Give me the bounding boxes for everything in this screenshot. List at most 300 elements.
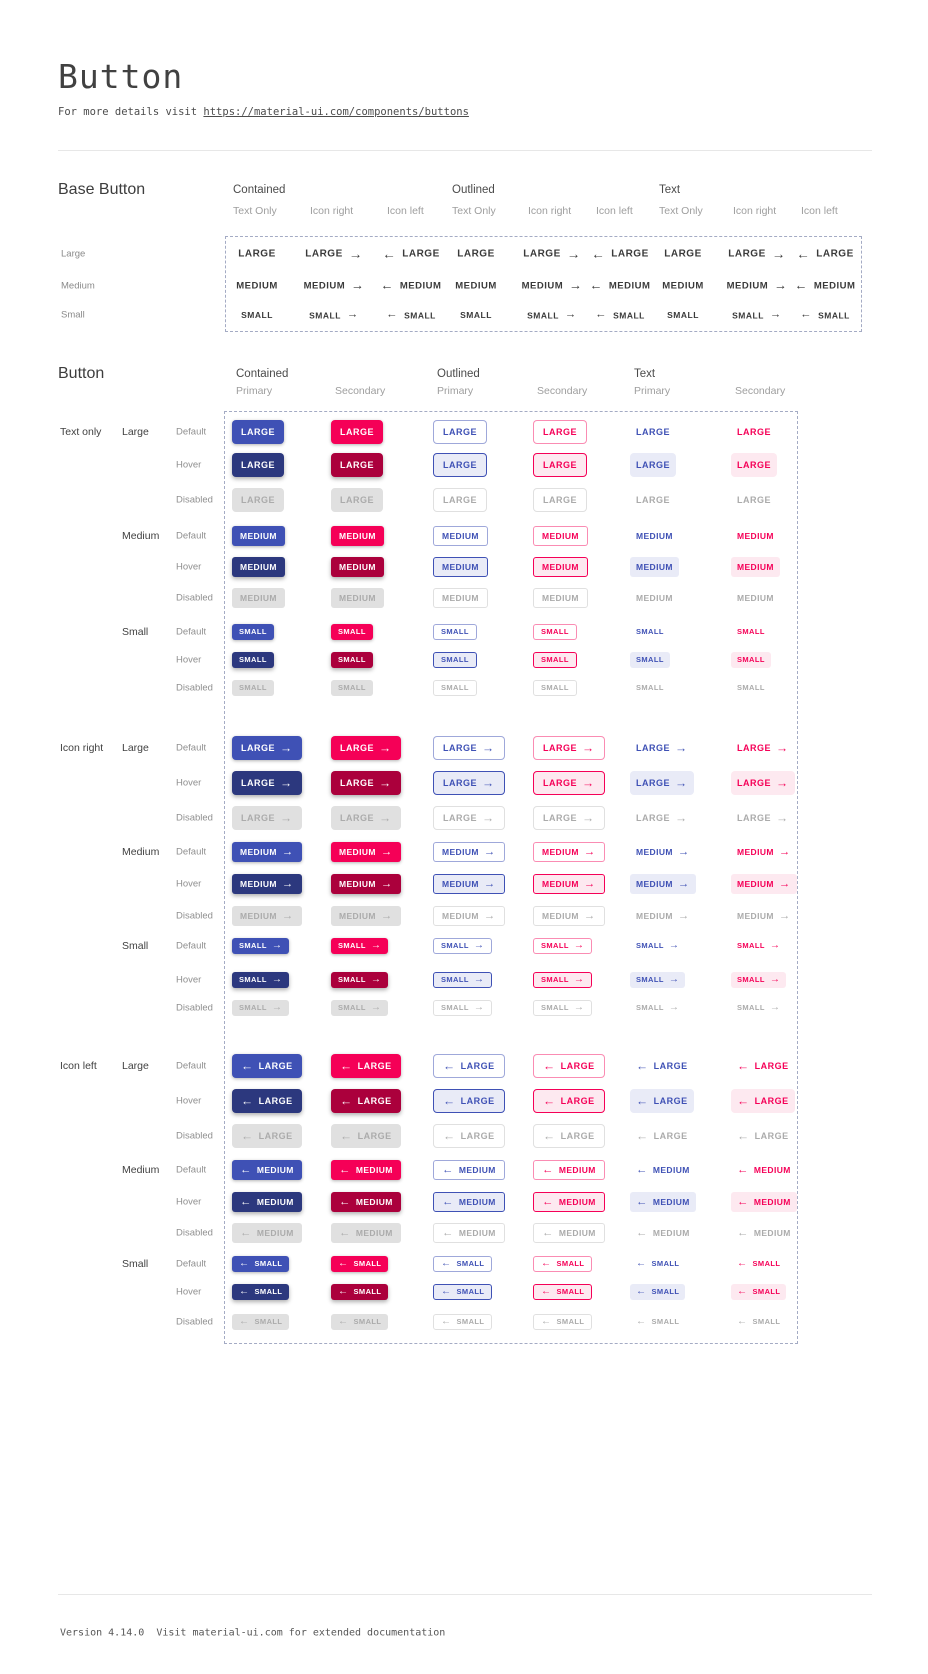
button-text-primary-text-only-large-default[interactable]: [630, 420, 676, 444]
button-contained-secondary-icon-right-small-hover[interactable]: [331, 972, 388, 988]
button-label: LARGE: [754, 1060, 789, 1071]
base-button-outlined-icon-left-large[interactable]: [591, 247, 649, 261]
button-text-primary-icon-left-small-default[interactable]: [630, 1256, 685, 1272]
button-outlined-primary-icon-left-small-disabled[interactable]: [433, 1314, 492, 1330]
button-label: SMALL: [737, 975, 765, 985]
button-outlined-secondary-text-only-large-default[interactable]: [533, 420, 587, 444]
button-label: MEDIUM: [753, 1196, 791, 1207]
button-text-secondary-text-only-large-default[interactable]: [731, 420, 777, 444]
button-label: MEDIUM: [339, 910, 376, 921]
button-outlined-primary-icon-right-small-default[interactable]: [433, 938, 492, 954]
button-outlined-primary-icon-right-small-hover[interactable]: [433, 972, 492, 988]
button-label: SMALL: [353, 1287, 382, 1297]
button-label: LARGE: [258, 1095, 293, 1106]
arrow-right-icon: →: [483, 877, 496, 890]
button-label: SMALL: [737, 683, 765, 693]
arrow-left-icon: ←: [386, 308, 399, 321]
button-text-secondary-icon-left-medium-disabled[interactable]: [731, 1223, 797, 1243]
row-state-label-text-only-small-hover: Hover: [176, 654, 202, 666]
button-outlined-secondary-icon-right-large-default[interactable]: [533, 736, 605, 760]
button-outlined-secondary-icon-right-small-disabled[interactable]: [533, 1000, 592, 1016]
base-button-text-text-only-small[interactable]: [667, 310, 699, 320]
button-outlined-secondary-text-only-medium-hover[interactable]: [533, 557, 588, 577]
base-button-text-text-only-medium[interactable]: [662, 281, 704, 292]
button-text-primary-icon-right-medium-hover[interactable]: [630, 874, 696, 894]
arrow-right-icon: →: [346, 308, 359, 321]
base-button-contained-text-only-large[interactable]: [238, 249, 276, 260]
button-contained-primary-text-only-large-disabled[interactable]: [232, 488, 284, 512]
button-label: LARGE: [241, 426, 275, 437]
arrow-left-icon: ←: [441, 1258, 452, 1270]
button-label: LARGE: [636, 812, 670, 823]
base-button-text-icon-left-medium[interactable]: [794, 277, 856, 293]
arrow-left-icon: ←: [541, 1286, 552, 1298]
button-label: SMALL: [456, 1287, 485, 1297]
base-button-text-icon-left-small[interactable]: [800, 309, 850, 320]
row-state-label-icon-right-medium-disabled: Disabled: [176, 910, 213, 922]
button-contained-secondary-icon-left-medium-hover[interactable]: [331, 1192, 401, 1212]
button-outlined-secondary-icon-left-small-default[interactable]: [533, 1256, 592, 1272]
button-contained-secondary-text-only-small-hover[interactable]: [331, 652, 373, 668]
button-contained-secondary-icon-left-medium-default[interactable]: [331, 1160, 401, 1180]
arrow-right-icon: →: [677, 909, 690, 922]
button-contained-primary-icon-left-large-hover[interactable]: [232, 1089, 302, 1113]
button-outlined-primary-text-only-medium-hover[interactable]: [433, 557, 488, 577]
button-outlined-secondary-text-only-medium-disabled[interactable]: [533, 588, 588, 608]
arrow-left-icon: ←: [591, 246, 606, 262]
arrow-left-icon: ←: [443, 1093, 456, 1108]
button-text-primary-icon-left-large-disabled[interactable]: [630, 1124, 694, 1148]
button-outlined-primary-icon-left-large-hover[interactable]: [433, 1089, 505, 1113]
button-label: SMALL: [338, 975, 366, 985]
arrow-left-icon: ←: [542, 1226, 554, 1239]
button-outlined-primary-text-only-small-default[interactable]: [433, 624, 477, 640]
button-contained-secondary-icon-right-medium-hover[interactable]: [331, 874, 401, 894]
button-label: MEDIUM: [455, 280, 497, 292]
row-state-label-text-only-medium-hover: Hover: [176, 561, 202, 573]
button-label: SMALL: [404, 310, 436, 320]
button-outlined-secondary-text-only-medium-default[interactable]: [533, 526, 588, 546]
button-outlined-primary-icon-left-small-hover[interactable]: [433, 1284, 492, 1300]
button-label: MEDIUM: [236, 280, 278, 292]
button-label: MEDIUM: [339, 561, 376, 572]
button-text-secondary-icon-right-large-hover[interactable]: [731, 771, 795, 795]
button-label: LARGE: [653, 1130, 688, 1141]
button-outlined-primary-icon-left-medium-disabled[interactable]: [433, 1223, 505, 1243]
button-label: MEDIUM: [355, 1227, 393, 1238]
button-contained-secondary-icon-left-small-hover[interactable]: [331, 1284, 388, 1300]
button-outlined-secondary-icon-right-medium-disabled[interactable]: [533, 906, 605, 926]
base-button-text-icon-right-small[interactable]: [732, 309, 782, 320]
base-button-text-icon-right-large[interactable]: [728, 247, 786, 261]
row-group-label-icon-left: Icon left: [60, 1060, 97, 1072]
button-contained-primary-icon-right-small-disabled[interactable]: [232, 1000, 289, 1016]
button-outlined-primary-icon-right-large-default[interactable]: [433, 736, 505, 760]
button-outlined-primary-icon-right-medium-default[interactable]: [433, 842, 505, 862]
button-outlined-secondary-icon-left-medium-hover[interactable]: [533, 1192, 605, 1212]
button-outlined-primary-icon-right-large-hover[interactable]: [433, 771, 505, 795]
button-contained-secondary-icon-right-large-hover[interactable]: [331, 771, 401, 795]
button-text-primary-text-only-small-disabled[interactable]: [630, 680, 670, 696]
button-outlined-primary-icon-right-medium-disabled[interactable]: [433, 906, 505, 926]
arrow-right-icon: →: [271, 1002, 283, 1014]
button-label: SMALL: [254, 1317, 283, 1327]
button-text-primary-icon-left-medium-disabled[interactable]: [630, 1223, 696, 1243]
button-outlined-secondary-text-only-large-hover[interactable]: [533, 453, 587, 477]
button-label: LARGE: [241, 812, 275, 823]
button-outlined-primary-icon-right-medium-hover[interactable]: [433, 874, 505, 894]
header-divider: [58, 150, 872, 151]
button-outlined-primary-icon-left-large-default[interactable]: [433, 1054, 505, 1078]
button-text-primary-icon-right-large-hover[interactable]: [630, 771, 694, 795]
arrow-right-icon: →: [569, 277, 583, 293]
button-text-secondary-text-only-medium-hover[interactable]: [731, 557, 780, 577]
column-group-header-outlined-variants: Outlined: [437, 368, 480, 380]
button-text-primary-icon-right-medium-disabled[interactable]: [630, 906, 696, 926]
button-contained-primary-icon-left-medium-disabled[interactable]: [232, 1223, 302, 1243]
arrow-right-icon: →: [668, 1002, 680, 1014]
arrow-left-icon: ←: [442, 1195, 454, 1208]
arrow-left-icon: ←: [241, 1093, 254, 1108]
button-text-primary-icon-right-large-disabled[interactable]: [630, 806, 694, 830]
button-text-primary-text-only-medium-disabled[interactable]: [630, 588, 679, 608]
docs-link[interactable]: https://material-ui.com/components/buttons: [203, 106, 469, 118]
button-label: LARGE: [241, 494, 275, 505]
button-text-secondary-icon-right-large-disabled[interactable]: [731, 806, 795, 830]
button-contained-primary-text-only-small-hover[interactable]: [232, 652, 274, 668]
button-text-secondary-icon-left-small-disabled[interactable]: [731, 1314, 786, 1330]
button-contained-primary-icon-left-small-hover[interactable]: [232, 1284, 289, 1300]
arrow-right-icon: →: [483, 909, 496, 922]
button-text-primary-icon-right-large-default[interactable]: [630, 736, 694, 760]
button-contained-secondary-icon-left-medium-disabled[interactable]: [331, 1223, 401, 1243]
row-state-label-icon-left-small-default: Default: [176, 1258, 207, 1270]
button-contained-primary-icon-left-large-disabled[interactable]: [232, 1124, 302, 1148]
button-text-primary-icon-left-medium-hover[interactable]: [630, 1192, 696, 1212]
arrow-right-icon: →: [564, 308, 577, 321]
button-contained-primary-icon-right-large-disabled[interactable]: [232, 806, 302, 830]
button-outlined-primary-text-only-medium-default[interactable]: [433, 526, 488, 546]
button-label: LARGE: [402, 248, 440, 260]
button-label: MEDIUM: [442, 846, 479, 857]
button-text-secondary-text-only-large-hover[interactable]: [731, 453, 777, 477]
button-contained-secondary-icon-right-small-disabled[interactable]: [331, 1000, 388, 1016]
base-button-contained-icon-right-medium[interactable]: [303, 277, 365, 293]
button-contained-primary-icon-right-medium-hover[interactable]: [232, 874, 302, 894]
button-text-primary-icon-left-large-default[interactable]: [630, 1054, 694, 1078]
button-contained-primary-icon-right-large-default[interactable]: [232, 736, 302, 760]
button-contained-primary-icon-left-large-default[interactable]: [232, 1054, 302, 1078]
button-contained-secondary-icon-left-small-default[interactable]: [331, 1256, 388, 1272]
button-contained-primary-icon-right-medium-default[interactable]: [232, 842, 302, 862]
button-outlined-secondary-icon-right-large-disabled[interactable]: [533, 806, 605, 830]
button-contained-primary-icon-right-medium-disabled[interactable]: [232, 906, 302, 926]
button-text-secondary-icon-right-small-default[interactable]: [731, 938, 786, 954]
button-text-secondary-icon-left-small-default[interactable]: [731, 1256, 786, 1272]
base-button-outlined-icon-left-small[interactable]: [595, 309, 645, 320]
button-text-secondary-icon-right-medium-hover[interactable]: [731, 874, 797, 894]
base-button-contained-icon-left-medium[interactable]: [380, 277, 442, 293]
button-text-primary-text-only-medium-hover[interactable]: [630, 557, 679, 577]
base-button-contained-icon-right-small[interactable]: [309, 309, 359, 320]
button-label: LARGE: [443, 777, 477, 788]
button-label: SMALL: [636, 1003, 664, 1013]
button-label: MEDIUM: [636, 878, 673, 889]
button-outlined-secondary-icon-right-small-default[interactable]: [533, 938, 592, 954]
button-section-frame: [224, 411, 798, 1344]
button-text-secondary-icon-left-medium-default[interactable]: [731, 1160, 797, 1180]
button-outlined-secondary-icon-right-medium-default[interactable]: [533, 842, 605, 862]
button-text-primary-icon-left-large-hover[interactable]: [630, 1089, 694, 1113]
button-text-secondary-icon-right-small-disabled[interactable]: [731, 1000, 786, 1016]
button-label: LARGE: [523, 248, 561, 260]
button-text-secondary-icon-right-large-default[interactable]: [731, 736, 795, 760]
base-button-text-icon-left-large[interactable]: [796, 247, 854, 261]
base-section-heading: Base Button: [58, 181, 146, 198]
button-contained-primary-text-only-large-hover[interactable]: [232, 453, 284, 477]
subtitle-text: For more details visit: [58, 106, 204, 118]
button-label: LARGE: [241, 459, 275, 470]
button-contained-secondary-text-only-large-hover[interactable]: [331, 453, 383, 477]
base-button-outlined-text-only-small[interactable]: [460, 310, 492, 320]
row-state-label-icon-right-large-hover: Hover: [176, 777, 202, 789]
button-text-primary-text-only-small-hover[interactable]: [630, 652, 670, 668]
button-text-secondary-icon-right-small-hover[interactable]: [731, 972, 786, 988]
button-label: LARGE: [305, 248, 343, 260]
button-contained-secondary-text-only-large-disabled[interactable]: [331, 488, 383, 512]
base-button-contained-text-only-small[interactable]: [241, 310, 273, 320]
base-button-outlined-icon-left-medium[interactable]: [589, 277, 651, 293]
button-outlined-primary-text-only-small-hover[interactable]: [433, 652, 477, 668]
button-label: SMALL: [541, 1003, 569, 1013]
button-contained-secondary-icon-left-large-default[interactable]: [331, 1054, 401, 1078]
button-text-secondary-icon-left-medium-hover[interactable]: [731, 1192, 797, 1212]
button-text-primary-icon-right-small-disabled[interactable]: [630, 1000, 685, 1016]
button-label: LARGE: [543, 494, 577, 505]
button-text-secondary-icon-right-medium-default[interactable]: [731, 842, 797, 862]
button-label: SMALL: [651, 1259, 680, 1269]
button-contained-secondary-icon-left-small-disabled[interactable]: [331, 1314, 388, 1330]
button-label: LARGE: [543, 459, 577, 470]
button-label: LARGE: [737, 777, 771, 788]
button-outlined-secondary-icon-left-small-disabled[interactable]: [533, 1314, 592, 1330]
button-text-primary-text-only-large-hover[interactable]: [630, 453, 676, 477]
button-label: MEDIUM: [652, 1164, 690, 1175]
button-contained-primary-icon-right-small-default[interactable]: [232, 938, 289, 954]
base-button-outlined-icon-right-large[interactable]: [523, 247, 581, 261]
button-outlined-secondary-icon-left-large-default[interactable]: [533, 1054, 605, 1078]
button-label: MEDIUM: [240, 910, 277, 921]
column-sub-header-secondary-3: Secondary: [537, 385, 588, 397]
button-contained-primary-icon-left-small-default[interactable]: [232, 1256, 289, 1272]
button-label: MEDIUM: [737, 592, 774, 603]
button-contained-secondary-text-only-medium-disabled[interactable]: [331, 588, 384, 608]
button-text-primary-icon-right-small-hover[interactable]: [630, 972, 685, 988]
arrow-right-icon: →: [675, 740, 688, 755]
arrow-left-icon: ←: [241, 1128, 254, 1143]
base-button-outlined-text-only-large[interactable]: [457, 249, 495, 260]
base-button-text-icon-right-medium[interactable]: [726, 277, 788, 293]
button-text-secondary-icon-left-large-disabled[interactable]: [731, 1124, 795, 1148]
button-contained-secondary-text-only-medium-hover[interactable]: [331, 557, 384, 577]
button-label: SMALL: [338, 941, 366, 951]
button-text-secondary-icon-right-medium-disabled[interactable]: [731, 906, 797, 926]
button-label: SMALL: [353, 1259, 382, 1269]
button-label: LARGE: [737, 812, 771, 823]
button-outlined-secondary-icon-left-medium-disabled[interactable]: [533, 1223, 605, 1243]
button-contained-secondary-text-only-small-disabled[interactable]: [331, 680, 373, 696]
button-contained-secondary-icon-left-large-hover[interactable]: [331, 1089, 401, 1113]
button-outlined-secondary-text-only-small-disabled[interactable]: [533, 680, 577, 696]
button-outlined-secondary-icon-right-medium-hover[interactable]: [533, 874, 605, 894]
arrow-right-icon: →: [675, 775, 688, 790]
button-contained-primary-icon-right-large-hover[interactable]: [232, 771, 302, 795]
button-label: LARGE: [737, 426, 771, 437]
button-label: SMALL: [556, 1317, 585, 1327]
button-contained-secondary-icon-right-large-default[interactable]: [331, 736, 401, 760]
button-label: MEDIUM: [652, 1196, 690, 1207]
button-contained-secondary-icon-right-large-disabled[interactable]: [331, 806, 401, 830]
button-outlined-primary-icon-left-medium-default[interactable]: [433, 1160, 505, 1180]
button-label: SMALL: [541, 941, 569, 951]
button-label: MEDIUM: [339, 878, 376, 889]
button-contained-primary-text-only-medium-disabled[interactable]: [232, 588, 285, 608]
button-label: SMALL: [636, 683, 664, 693]
base-button-outlined-text-only-medium[interactable]: [455, 281, 497, 292]
button-text-primary-text-only-large-disabled[interactable]: [630, 488, 676, 512]
button-label: MEDIUM: [558, 1227, 596, 1238]
arrow-right-icon: →: [280, 740, 293, 755]
button-label: SMALL: [541, 975, 569, 985]
button-contained-primary-icon-right-small-hover[interactable]: [232, 972, 289, 988]
button-contained-secondary-text-only-medium-default[interactable]: [331, 526, 384, 546]
button-text-secondary-text-only-small-default[interactable]: [731, 624, 771, 640]
button-contained-primary-icon-left-medium-default[interactable]: [232, 1160, 302, 1180]
button-label: MEDIUM: [355, 1196, 393, 1207]
base-button-contained-icon-right-large[interactable]: [305, 247, 363, 261]
button-contained-secondary-icon-right-medium-disabled[interactable]: [331, 906, 401, 926]
column-sub-header-icon-right: Icon right: [733, 205, 777, 217]
button-text-secondary-text-only-small-hover[interactable]: [731, 652, 771, 668]
button-label: MEDIUM: [458, 1164, 496, 1175]
button-outlined-secondary-icon-left-medium-default[interactable]: [533, 1160, 605, 1180]
arrow-left-icon: ←: [800, 308, 813, 321]
button-contained-primary-text-only-medium-default[interactable]: [232, 526, 285, 546]
button-contained-secondary-text-only-small-default[interactable]: [331, 624, 373, 640]
button-outlined-primary-text-only-large-default[interactable]: [433, 420, 487, 444]
button-outlined-secondary-icon-right-small-hover[interactable]: [533, 972, 592, 988]
button-text-secondary-text-only-medium-disabled[interactable]: [731, 588, 780, 608]
button-label: LARGE: [664, 248, 702, 260]
button-outlined-primary-icon-left-small-default[interactable]: [433, 1256, 492, 1272]
button-text-secondary-text-only-medium-default[interactable]: [731, 526, 780, 546]
arrow-left-icon: ←: [239, 1316, 250, 1328]
button-text-primary-text-only-medium-default[interactable]: [630, 526, 679, 546]
button-contained-secondary-icon-right-small-default[interactable]: [331, 938, 388, 954]
button-contained-primary-icon-left-small-disabled[interactable]: [232, 1314, 289, 1330]
row-state-label-icon-right-medium-default: Default: [176, 846, 207, 858]
button-outlined-secondary-icon-right-large-hover[interactable]: [533, 771, 605, 795]
base-button-text-text-only-large[interactable]: [664, 249, 702, 260]
button-contained-secondary-icon-left-large-disabled[interactable]: [331, 1124, 401, 1148]
arrow-left-icon: ←: [737, 1128, 750, 1143]
button-contained-primary-text-only-small-default[interactable]: [232, 624, 274, 640]
row-state-label-icon-right-large-disabled: Disabled: [176, 812, 213, 824]
button-contained-secondary-icon-right-medium-default[interactable]: [331, 842, 401, 862]
button-contained-primary-text-only-medium-hover[interactable]: [232, 557, 285, 577]
button-text-primary-text-only-small-default[interactable]: [630, 624, 670, 640]
base-button-outlined-icon-right-small[interactable]: [527, 309, 577, 320]
button-outlined-primary-text-only-large-disabled[interactable]: [433, 488, 487, 512]
button-text-secondary-text-only-large-disabled[interactable]: [731, 488, 777, 512]
arrow-left-icon: ←: [737, 1058, 750, 1073]
button-outlined-secondary-icon-left-large-disabled[interactable]: [533, 1124, 605, 1148]
button-label: SMALL: [636, 975, 664, 985]
base-button-contained-text-only-medium[interactable]: [236, 281, 278, 292]
button-outlined-secondary-text-only-small-hover[interactable]: [533, 652, 577, 668]
base-button-contained-icon-left-large[interactable]: [382, 247, 440, 261]
button-outlined-primary-text-only-small-disabled[interactable]: [433, 680, 477, 696]
button-label: LARGE: [357, 1130, 392, 1141]
arrow-left-icon: ←: [240, 1226, 252, 1239]
button-outlined-primary-text-only-medium-disabled[interactable]: [433, 588, 488, 608]
base-button-contained-icon-left-small[interactable]: [386, 309, 436, 320]
button-contained-primary-text-only-small-disabled[interactable]: [232, 680, 274, 696]
button-label: MEDIUM: [636, 910, 673, 921]
button-contained-primary-icon-left-medium-hover[interactable]: [232, 1192, 302, 1212]
button-label: LARGE: [560, 1095, 595, 1106]
button-text-primary-icon-left-small-disabled[interactable]: [630, 1314, 685, 1330]
button-outlined-secondary-icon-left-large-hover[interactable]: [533, 1089, 605, 1113]
base-button-outlined-icon-right-medium[interactable]: [521, 277, 583, 293]
button-text-secondary-icon-left-large-hover[interactable]: [731, 1089, 795, 1113]
button-label: MEDIUM: [726, 280, 769, 292]
button-text-primary-icon-left-small-hover[interactable]: [630, 1284, 685, 1300]
button-label: SMALL: [737, 655, 765, 665]
button-contained-secondary-text-only-large-default[interactable]: [331, 420, 383, 444]
arrow-right-icon: →: [776, 810, 789, 825]
button-outlined-primary-icon-right-large-disabled[interactable]: [433, 806, 505, 830]
page-title: Button: [58, 57, 184, 96]
arrow-right-icon: →: [582, 740, 595, 755]
button-outlined-primary-text-only-large-hover[interactable]: [433, 453, 487, 477]
button-outlined-secondary-text-only-large-disabled[interactable]: [533, 488, 587, 512]
arrow-left-icon: ←: [340, 1058, 353, 1073]
button-contained-primary-text-only-large-default[interactable]: [232, 420, 284, 444]
button-label: MEDIUM: [652, 1227, 690, 1238]
column-sub-header-icon-left: Icon left: [387, 205, 424, 217]
button-text-secondary-icon-left-small-hover[interactable]: [731, 1284, 786, 1300]
button-outlined-secondary-text-only-small-default[interactable]: [533, 624, 577, 640]
button-label: SMALL: [239, 975, 267, 985]
button-label: LARGE: [636, 494, 670, 505]
button-text-primary-icon-right-medium-default[interactable]: [630, 842, 696, 862]
column-sub-header-secondary-1: Secondary: [335, 385, 386, 397]
button-label: LARGE: [340, 742, 374, 753]
button-text-primary-icon-left-medium-default[interactable]: [630, 1160, 696, 1180]
row-state-label-text-only-medium-default: Default: [176, 530, 207, 542]
button-outlined-primary-icon-right-small-disabled[interactable]: [433, 1000, 492, 1016]
button-outlined-secondary-icon-left-small-hover[interactable]: [533, 1284, 592, 1300]
arrow-left-icon: ←: [543, 1128, 556, 1143]
button-outlined-primary-icon-left-medium-hover[interactable]: [433, 1192, 505, 1212]
button-text-primary-icon-right-small-default[interactable]: [630, 938, 685, 954]
button-text-secondary-icon-left-large-default[interactable]: [731, 1054, 795, 1078]
button-outlined-primary-icon-left-large-disabled[interactable]: [433, 1124, 505, 1148]
arrow-right-icon: →: [482, 775, 495, 790]
button-label: LARGE: [241, 742, 275, 753]
button-text-secondary-text-only-small-disabled[interactable]: [731, 680, 771, 696]
